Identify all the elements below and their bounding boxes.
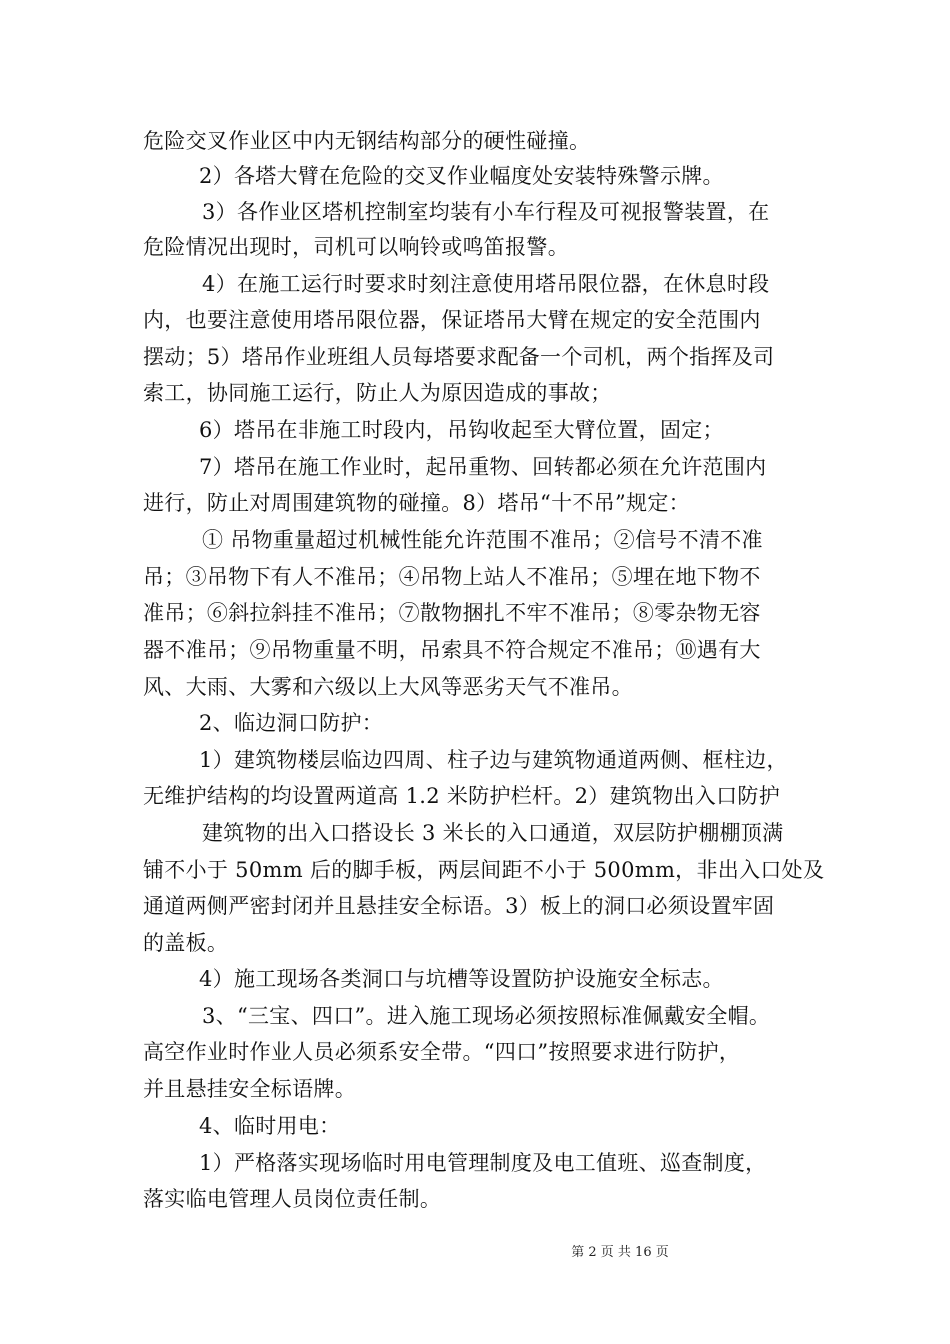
- section-heading: 4、临时用电：: [199, 1114, 341, 1138]
- text-line: 4）施工现场各类洞口与坑槽等设置防护设施安全标志。: [199, 967, 724, 991]
- section-heading: 2、临边洞口防护：: [199, 711, 384, 735]
- text-line: 危险交叉作业区中内无钢结构部分的硬性碰撞。: [143, 129, 591, 153]
- text-line: 6）塔吊在非施工时段内，吊钩收起至大臂位置，固定；: [199, 418, 724, 442]
- text-line: 7）塔吊在施工作业时，起吊重物、回转都必须在允许范围内: [199, 455, 767, 479]
- text-line: 风、大雨、大雾和六级以上大风等恶劣天气不准吊。: [143, 675, 633, 699]
- text-line: 器不准吊；⑨吊物重量不明，吊索具不符合规定不准吊；⑩遇有大: [143, 638, 761, 662]
- text-line: 内，也要注意使用塔吊限位器，保证塔吊大臂在规定的安全范围内: [143, 308, 761, 332]
- section-heading: 3、“三宝、四口”。进入施工现场必须按照标准佩戴安全帽。: [202, 1004, 771, 1028]
- text-line: 2）各塔大臂在危险的交叉作业幅度处安装特殊警示牌。: [199, 164, 724, 188]
- text-line: 索工，协同施工运行，防止人为原因造成的事故；: [143, 381, 612, 405]
- text-line: 的盖板。: [143, 931, 229, 955]
- text-line: 高空作业时作业人员必须系安全带。“四口”按照要求进行防护，: [143, 1040, 741, 1064]
- text-line: 进行，防止对周围建筑物的碰撞。8）塔吊“十不吊”规定：: [143, 491, 690, 515]
- text-line: 危险情况出现时，司机可以响铃或鸣笛报警。: [143, 235, 569, 259]
- text-line: 落实临电管理人员岗位责任制。: [143, 1187, 442, 1211]
- text-line: 无维护结构的均设置两道高 1.2 米防护栏杆。2）建筑物出入口防护: [143, 784, 781, 808]
- text-line: 1）严格落实现场临时用电管理制度及电工值班、巡查制度，: [199, 1151, 767, 1175]
- text-line: 并且悬挂安全标语牌。: [143, 1077, 356, 1101]
- text-line: 摆动；5）塔吊作业班组人员每塔要求配备一个司机，两个指挥及司: [143, 345, 775, 369]
- text-line: ① 吊物重量超过机械性能允许范围不准吊；②信号不清不准: [202, 528, 763, 552]
- text-line: 通道两侧严密封闭并且悬挂安全标语。3）板上的洞口必须设置牢固: [143, 894, 775, 918]
- text-line: 准吊；⑥斜拉斜挂不准吊；⑦散物捆扎不牢不准吊；⑧零杂物无容: [143, 601, 761, 625]
- text-line: 3）各作业区塔机控制室均装有小车行程及可视报警装置，在: [202, 200, 770, 224]
- text-line: 吊；③吊物下有人不准吊；④吊物上站人不准吊；⑤埋在地下物不: [143, 565, 761, 589]
- text-line: 4）在施工运行时要求时刻注意使用塔吊限位器，在休息时段: [202, 272, 770, 296]
- text-line: 1）建筑物楼层临边四周、柱子边与建筑物通道两侧、框柱边，: [199, 748, 788, 772]
- page-number: 第 2 页 共 16 页: [571, 1245, 669, 1260]
- text-line: 建筑物的出入口搭设长 3 米长的入口通道，双层防护棚棚顶满: [202, 821, 784, 845]
- text-line: 铺不小于 50mm 后的脚手板，两层间距不小于 500mm，非出入口处及: [143, 858, 825, 882]
